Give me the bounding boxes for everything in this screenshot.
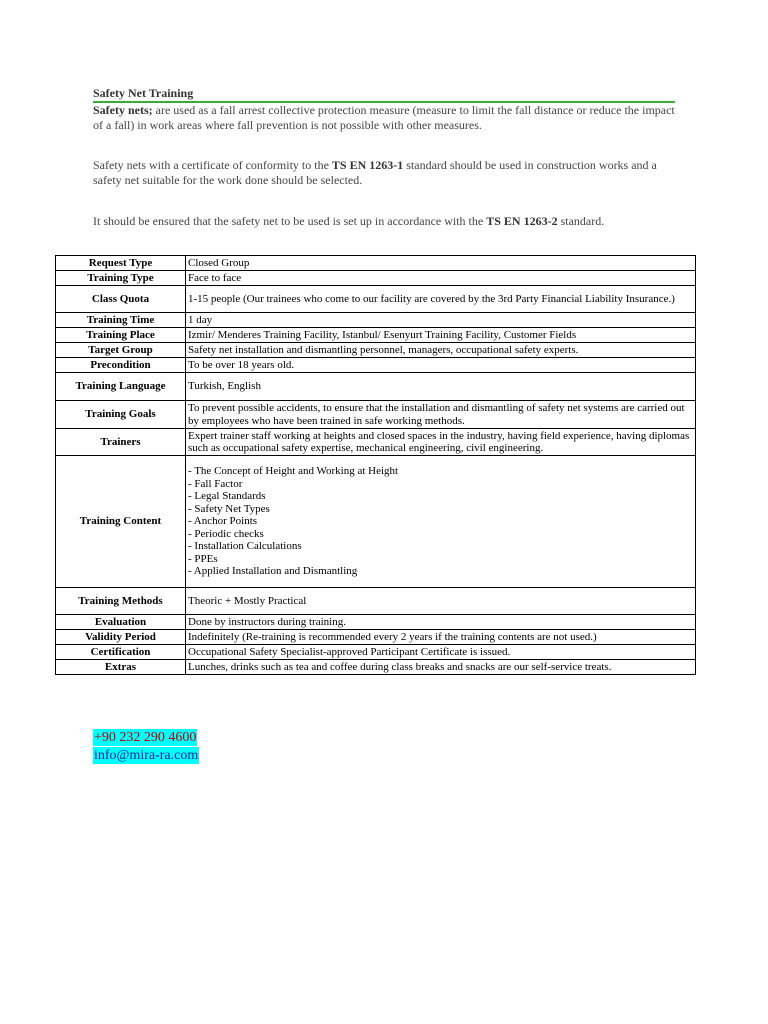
row-label: Evaluation [56, 615, 186, 630]
row-label: Request Type [56, 256, 186, 271]
row-label: Training Content [56, 456, 186, 588]
table-row [56, 256, 696, 271]
row-value: 1 day [186, 313, 696, 328]
intro-paragraph-standard-1 [93, 158, 678, 188]
row-label: Training Time [56, 313, 186, 328]
intro-text: Safety nets with a certificate of conformity to the [93, 158, 332, 172]
list-item: - Applied Installation and Dismantling [188, 565, 358, 578]
standard-code: TS EN 1263-1 [331, 158, 404, 172]
list-item: - Anchor Points [188, 515, 258, 528]
intro-text: It should be ensured that the safety net to be used is set up in accordance with the [93, 214, 487, 228]
list-item: - Legal Standards [188, 490, 266, 503]
list-item: - The Concept of Height and Working at Height [188, 465, 399, 478]
table-row [56, 286, 696, 313]
intro-text: standard should be used in construction works and a safety net suitable for the work done should be selected. [93, 158, 657, 187]
row-label: Class Quota [56, 286, 186, 313]
contact-phone[interactable]: +90 232 290 4600 [94, 730, 197, 745]
table-row [56, 588, 696, 615]
row-label: Extras [56, 660, 186, 675]
row-label: Target Group [56, 343, 186, 358]
table-row [56, 373, 696, 401]
row-label: Training Language [56, 373, 186, 401]
training-content-list [186, 456, 696, 588]
table-row [56, 615, 696, 630]
table-row [56, 630, 696, 645]
row-value: Theoric + Mostly Practical [186, 588, 696, 615]
row-value: Turkish, English [186, 373, 696, 401]
row-value: To prevent possible accidents, to ensure that the installation and dismantling of safety net systems are carried out by employees who have been trained in safe working methods. [186, 401, 696, 429]
intro-bold-term: Safety nets; [93, 103, 153, 117]
table-row [56, 328, 696, 343]
list-item: - Fall Factor [188, 477, 243, 490]
row-value: To be over 18 years old. [186, 358, 696, 373]
table-row [56, 429, 696, 456]
list-item: - PPEs [188, 552, 218, 565]
table-row [56, 313, 696, 328]
row-value: Safety net installation and dismantling personnel, managers, occupational safety experts. [186, 343, 696, 358]
row-value: Lunches, drinks such as tea and coffee during class breaks and snacks are our self-service treats. [186, 660, 696, 675]
intro-text: are used as a fall arrest collective protection measure (measure to limit the fall distance or reduce the impact of a fall) in work areas where fall prevention is not possible with other measures. [93, 103, 675, 132]
row-value: Indefinitely (Re-training is recommended every 2 years if the training contents are not used.) [186, 630, 696, 645]
list-item: - Safety Net Types [188, 502, 270, 515]
row-value: Face to face [186, 271, 696, 286]
row-value: Occupational Safety Specialist-approved Participant Certificate is issued. [186, 645, 696, 660]
row-label: Validity Period [56, 630, 186, 645]
list-item: - Installation Calculations [188, 540, 302, 553]
row-value: Done by instructors during training. [186, 615, 696, 630]
row-label: Precondition [56, 358, 186, 373]
intro-text: standard. [557, 214, 605, 228]
table-row [56, 271, 696, 286]
row-value: Closed Group [186, 256, 696, 271]
row-label: Trainers [56, 429, 186, 456]
training-info-table [55, 255, 696, 675]
row-label: Training Type [56, 271, 186, 286]
row-value: 1-15 people (Our trainees who come to our facility are covered by the 3rd Party Financial Liability Insurance.) [186, 286, 696, 313]
row-label: Certification [56, 645, 186, 660]
table-row [56, 456, 696, 588]
table-row [56, 343, 696, 358]
row-value: Expert trainer staff working at heights and closed spaces in the industry, having field experience, having diplomas such as occupational safety expertise, mechanical engineering, civil engineering. [186, 429, 696, 456]
table-row [56, 645, 696, 660]
row-label: Training Methods [56, 588, 186, 615]
row-label: Training Goals [56, 401, 186, 429]
row-label: Training Place [56, 328, 186, 343]
page-title: Safety Net Training [93, 86, 675, 103]
table-row [56, 401, 696, 429]
intro-paragraph-standard-2 [93, 214, 678, 229]
contact-email[interactable]: info@mira-ra.com [94, 748, 199, 763]
row-value: Izmir/ Menderes Training Facility, Istanbul/ Esenyurt Training Facility, Customer Fields [186, 328, 696, 343]
standard-code: TS EN 1263-2 [486, 214, 558, 228]
list-item: - Periodic checks [188, 527, 264, 540]
table-row [56, 660, 696, 675]
intro-paragraph-safety-nets [93, 103, 678, 133]
table-row [56, 358, 696, 373]
